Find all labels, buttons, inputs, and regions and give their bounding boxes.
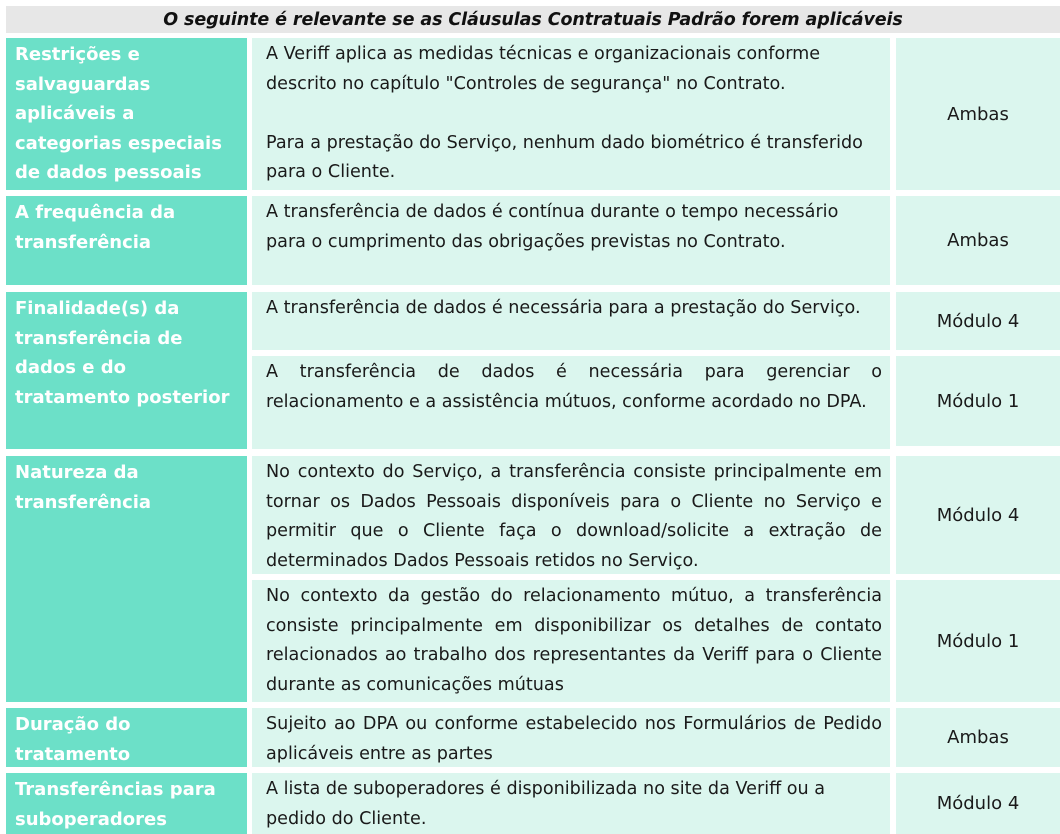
row-module-duration: Ambas — [896, 708, 1060, 767]
row-text-duration — [252, 708, 890, 767]
row-module-subprocessors: Módulo 4 — [896, 773, 1060, 834]
row-label-special-categories: Restrições e salvaguardas aplicáveis a categorias especiais de dados pessoais — [6, 38, 247, 190]
paragraph: A transferência de dados é contínua durante o tempo necessário para o cumprimento das obrigações previstas no Contrato. — [266, 202, 839, 252]
row-module-purpose-2: Módulo 1 — [896, 356, 1060, 446]
row-label-subprocessors: Transferências para suboperadores — [6, 773, 247, 834]
row-label-nature: Natureza da transferência — [6, 456, 247, 702]
row-module-nature-1: Módulo 4 — [896, 456, 1060, 574]
row-module-nature-2: Módulo 1 — [896, 580, 1060, 702]
row-label-purpose: Finalidade(s) da transferência de dados e do tratamento posterior — [6, 292, 247, 449]
row-text-nature-2 — [252, 580, 890, 702]
table-header-title: O seguinte é relevante se as Cláusulas Contratuais Padrão forem aplicáveis — [6, 6, 1060, 33]
row-module-special-categories: Ambas — [896, 38, 1060, 190]
row-text-nature-1 — [252, 456, 890, 574]
row-label-frequency: A frequência da transferência — [6, 196, 247, 285]
paragraph: No contexto do Serviço, a transferência consiste principalmente em tornar os Dados Pessoais disponíveis para o Cliente no Serviço e permitir que o Cliente faça o download/solicite a extração de determinados Dados Pessoais retidos no Serviço. — [266, 462, 882, 571]
paragraph: A transferência de dados é necessária para gerenciar o relacionamento e a assistência mútuos, conforme acordado no DPA. — [266, 362, 882, 412]
paragraph: Sujeito ao DPA ou conforme estabelecido nos Formulários de Pedido aplicáveis entre as partes — [266, 714, 882, 764]
paragraph: Para a prestação do Serviço, nenhum dado biométrico é transferido para o Cliente. — [266, 132, 863, 182]
row-text-special-categories — [252, 38, 890, 190]
paragraph: A lista de suboperadores é disponibilizada no site da Veriff ou a pedido do Cliente. — [266, 779, 826, 829]
row-text-purpose-1 — [252, 292, 890, 350]
row-text-frequency — [252, 196, 890, 285]
paragraph: A transferência de dados é necessária para a prestação do Serviço. — [266, 298, 861, 318]
paragraph: A Veriff aplica as medidas técnicas e organizacionais conforme descrito no capítulo "Controles de segurança" no Contrato. — [266, 44, 821, 94]
row-module-frequency: Ambas — [896, 196, 1060, 285]
row-text-subprocessors — [252, 773, 890, 834]
paragraph: No contexto da gestão do relacionamento mútuo, a transferência consiste principalmente em disponibilizar os detalhes de contato relacionados ao trabalho dos representantes da Veriff para o Cliente durante as comunicações mútuas — [266, 586, 882, 695]
row-module-purpose-1: Módulo 4 — [896, 292, 1060, 350]
row-text-purpose-2 — [252, 356, 890, 449]
row-label-duration: Duração do tratamento — [6, 708, 247, 767]
